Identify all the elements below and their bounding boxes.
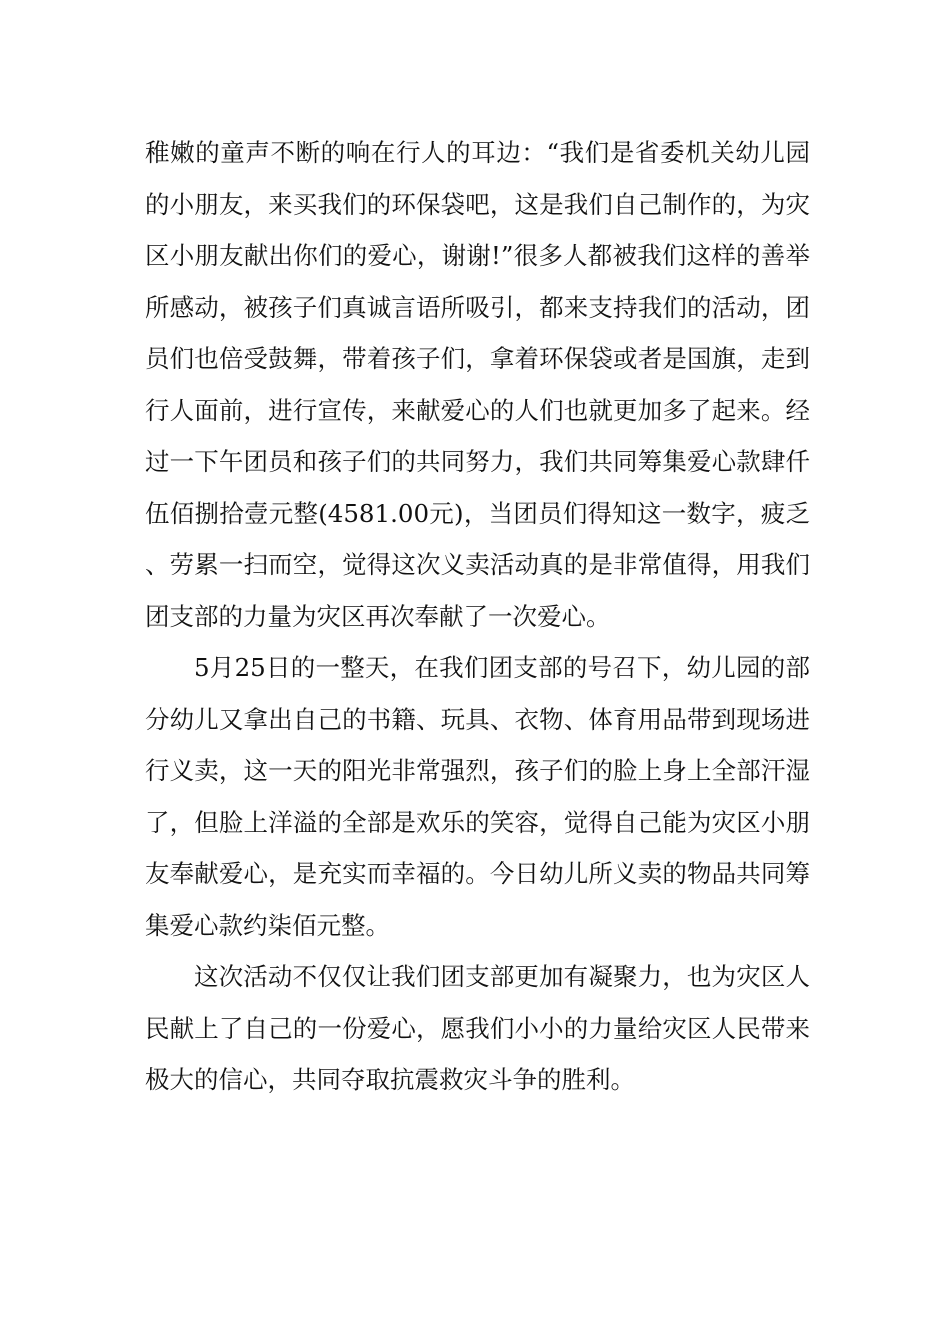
paragraph-may-25-sale: 5月25日的一整天，在我们团支部的号召下，幼儿园的部分幼儿又拿出自己的书籍、玩具、衣物、体育用品带到现场进行义卖，这一天的阳光非常强烈，孩子们的脸上身上全部汗湿了，但脸上洋溢的全部是欢乐的笑容，觉得自己能为灾区小朋友奉献爱心，是充实而幸福的。今日幼儿所义卖的物品共同筹集爱心款约柒佰元整。 bbox=[145, 653, 810, 940]
document-body bbox=[145, 127, 810, 1106]
paragraph-continuation: 稚嫩的童声不断的响在行人的耳边：“我们是省委机关幼儿园的小朋友，来买我们的环保袋吧，这是我们自己制作的，为灾区小朋友献出你们的爱心，谢谢!”很多人都被我们这样的善举所感动，被孩子们真诚言语所吸引，都来支持我们的活动，团员们也倍受鼓舞，带着孩子们，拿着环保袋或者是国旗，走到行人面前，进行宣传，来献爱心的人们也就更加多了起来。经过一下午团员和孩子们的共同努力，我们共同筹集爱心款肆仟伍佰捌拾壹元整(4581.00元)，当团员们得知这一数字，疲乏、劳累一扫而空，觉得这次义卖活动真的是非常值得，用我们团支部的力量为灾区再次奉献了一次爱心。 bbox=[145, 138, 810, 631]
paragraph-conclusion: 这次活动不仅仅让我们团支部更加有凝聚力，也为灾区人民献上了自己的一份爱心，愿我们小小的力量给灾区人民带来极大的信心，共同夺取抗震救灾斗争的胜利。 bbox=[145, 962, 810, 1094]
